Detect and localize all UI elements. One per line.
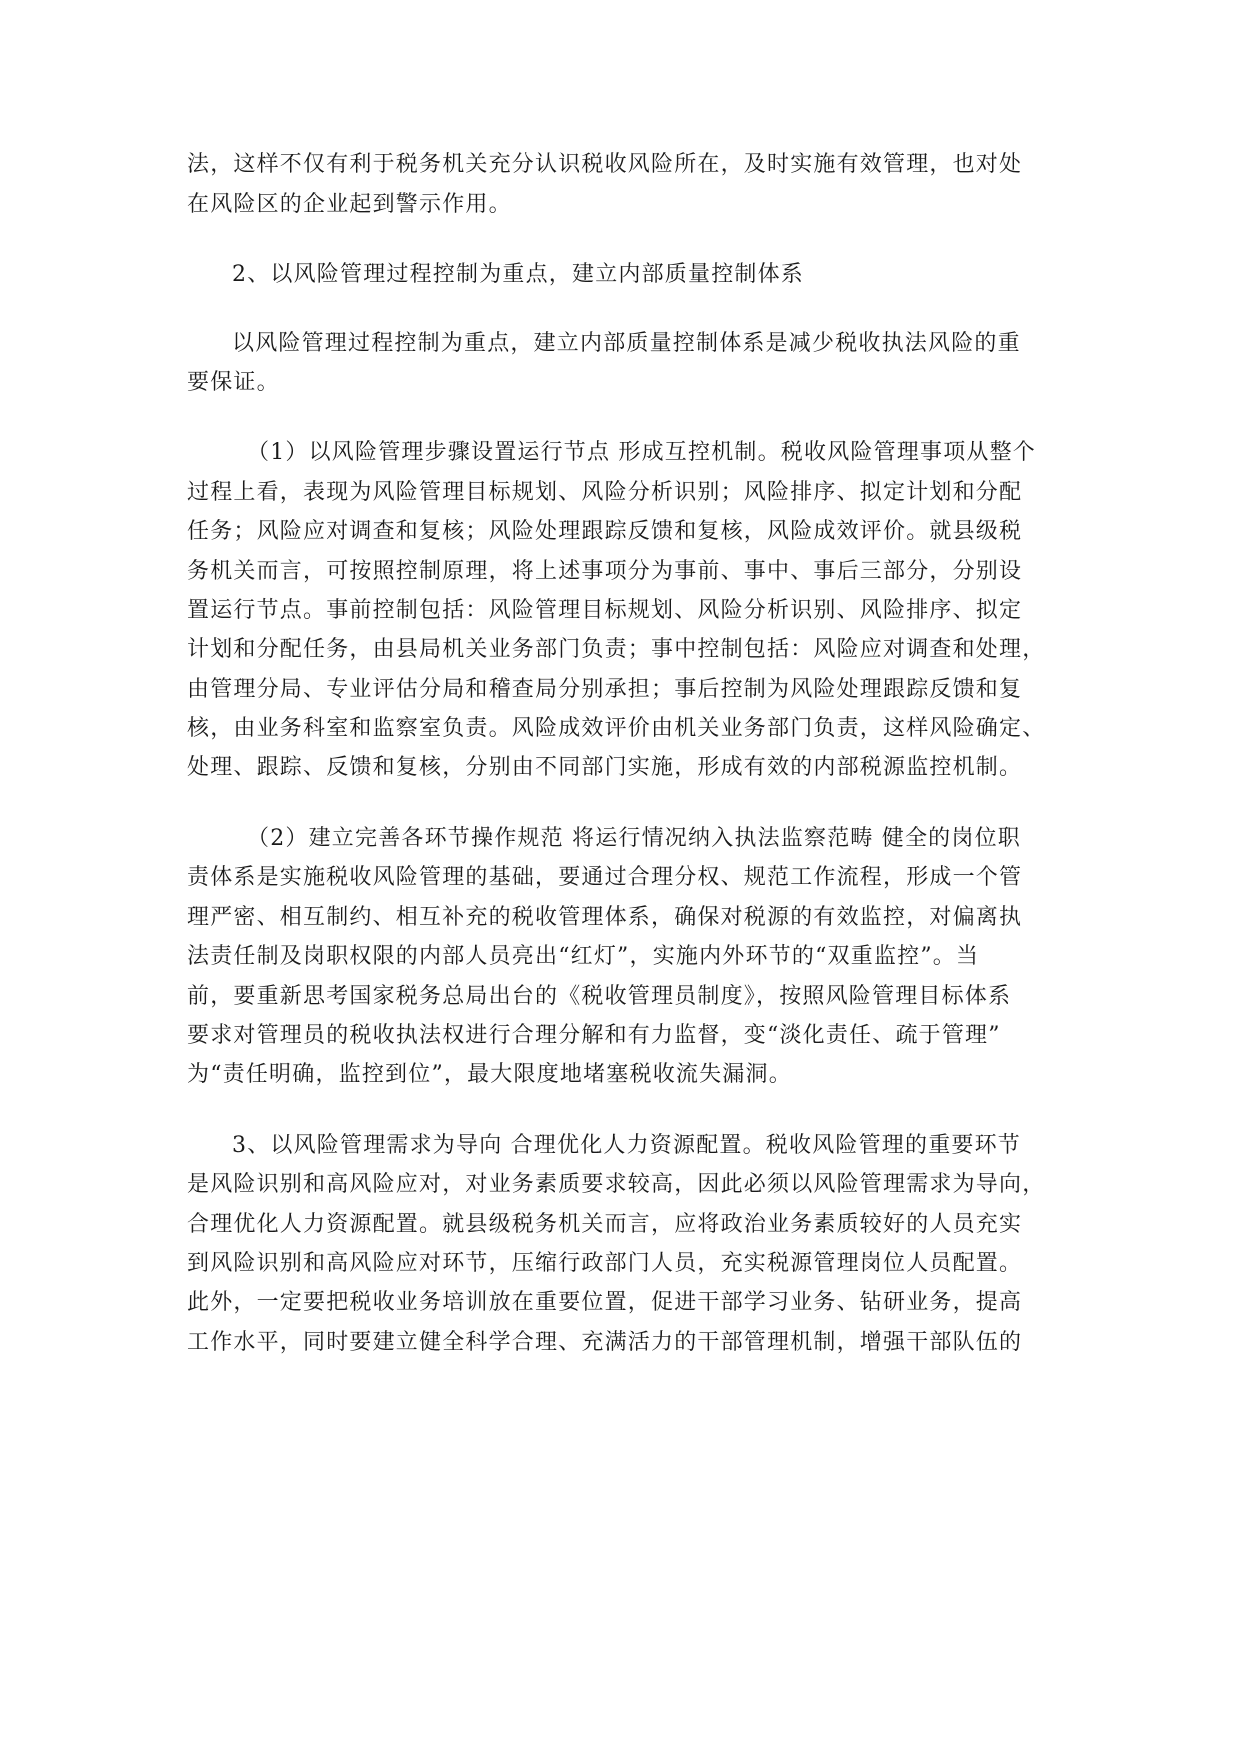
text-line: 此外，一定要把税收业务培训放在重要位置，促进干部学习业务、钻研业务，提高: [187, 1290, 1023, 1315]
text-line: 处理、跟踪、反馈和复核，分别由不同部门实施，形成有效的内部税源监控机制。: [187, 755, 1023, 780]
section-heading: 2、以风险管理过程控制为重点，建立内部质量控制体系: [232, 262, 804, 287]
text-line: （2）建立完善各环节操作规范 将运行情况纳入执法监察范畴 健全的岗位职: [247, 826, 1021, 851]
text-line: 以风险管理过程控制为重点，建立内部质量控制体系是减少税收执法风险的重: [232, 331, 1021, 356]
text-line: 法，这样不仅有利于税务机关充分认识税收风险所在，及时实施有效管理，也对处: [187, 152, 1023, 177]
text-line: 要保证。: [187, 370, 280, 395]
text-line: 置运行节点。事前控制包括：风险管理目标规划、风险分析识别、风险排序、拟定: [187, 598, 1023, 623]
text-line: 务机关而言，可按照控制原理，将上述事项分为事前、事中、事后三部分，分别设: [187, 559, 1023, 584]
text-line: 合理优化人力资源配置。就县级税务机关而言，应将政治业务素质较好的人员充实: [187, 1212, 1023, 1237]
text-line: 过程上看，表现为风险管理目标规划、风险分析识别；风险排序、拟定计划和分配: [187, 480, 1023, 505]
text-line: 在风险区的企业起到警示作用。: [187, 192, 512, 217]
text-line: 责体系是实施税收风险管理的基础，要通过合理分权、规范工作流程，形成一个管: [187, 865, 1023, 890]
text-line: 任务；风险应对调查和复核；风险处理跟踪反馈和复核，风险成效评价。就县级税: [187, 519, 1023, 544]
text-line: 由管理分局、专业评估分局和稽查局分别承担；事后控制为风险处理跟踪反馈和复: [187, 677, 1023, 702]
text-line: 理严密、相互制约、相互补充的税收管理体系，确保对税源的有效监控，对偏离执: [187, 905, 1023, 930]
text-line: 法责任制及岗职权限的内部人员亮出“红灯”，实施内外环节的“双重监控”。当: [187, 944, 980, 969]
text-line: 工作水平，同时要建立健全科学合理、充满活力的干部管理机制，增强干部队伍的: [187, 1330, 1023, 1355]
text-line: 是风险识别和高风险应对，对业务素质要求较高，因此必须以风险管理需求为导向，: [187, 1172, 1046, 1197]
text-line: 要求对管理员的税收执法权进行合理分解和有力监督，变“淡化责任、疏于管理”: [187, 1023, 1001, 1048]
text-line: 核，由业务科室和监察室负责。风险成效评价由机关业务部门负责，这样风险确定、: [187, 716, 1046, 741]
text-line: 计划和分配任务，由县局机关业务部门负责；事中控制包括：风险应对调查和处理，: [187, 637, 1046, 662]
text-line: 为“责任明确，监控到位”，最大限度地堵塞税收流失漏洞。: [187, 1062, 792, 1087]
text-line: 3、以风险管理需求为导向 合理优化人力资源配置。税收风险管理的重要环节: [232, 1133, 1021, 1158]
text-line: 前，要重新思考国家税务总局出台的《税收管理员制度》，按照风险管理目标体系: [187, 984, 1012, 1009]
text-line: （1）以风险管理步骤设置运行节点 形成互控机制。税收风险管理事项从整个: [247, 440, 1036, 465]
text-line: 到风险识别和高风险应对环节，压缩行政部门人员，充实税源管理岗位人员配置。: [187, 1251, 1023, 1276]
